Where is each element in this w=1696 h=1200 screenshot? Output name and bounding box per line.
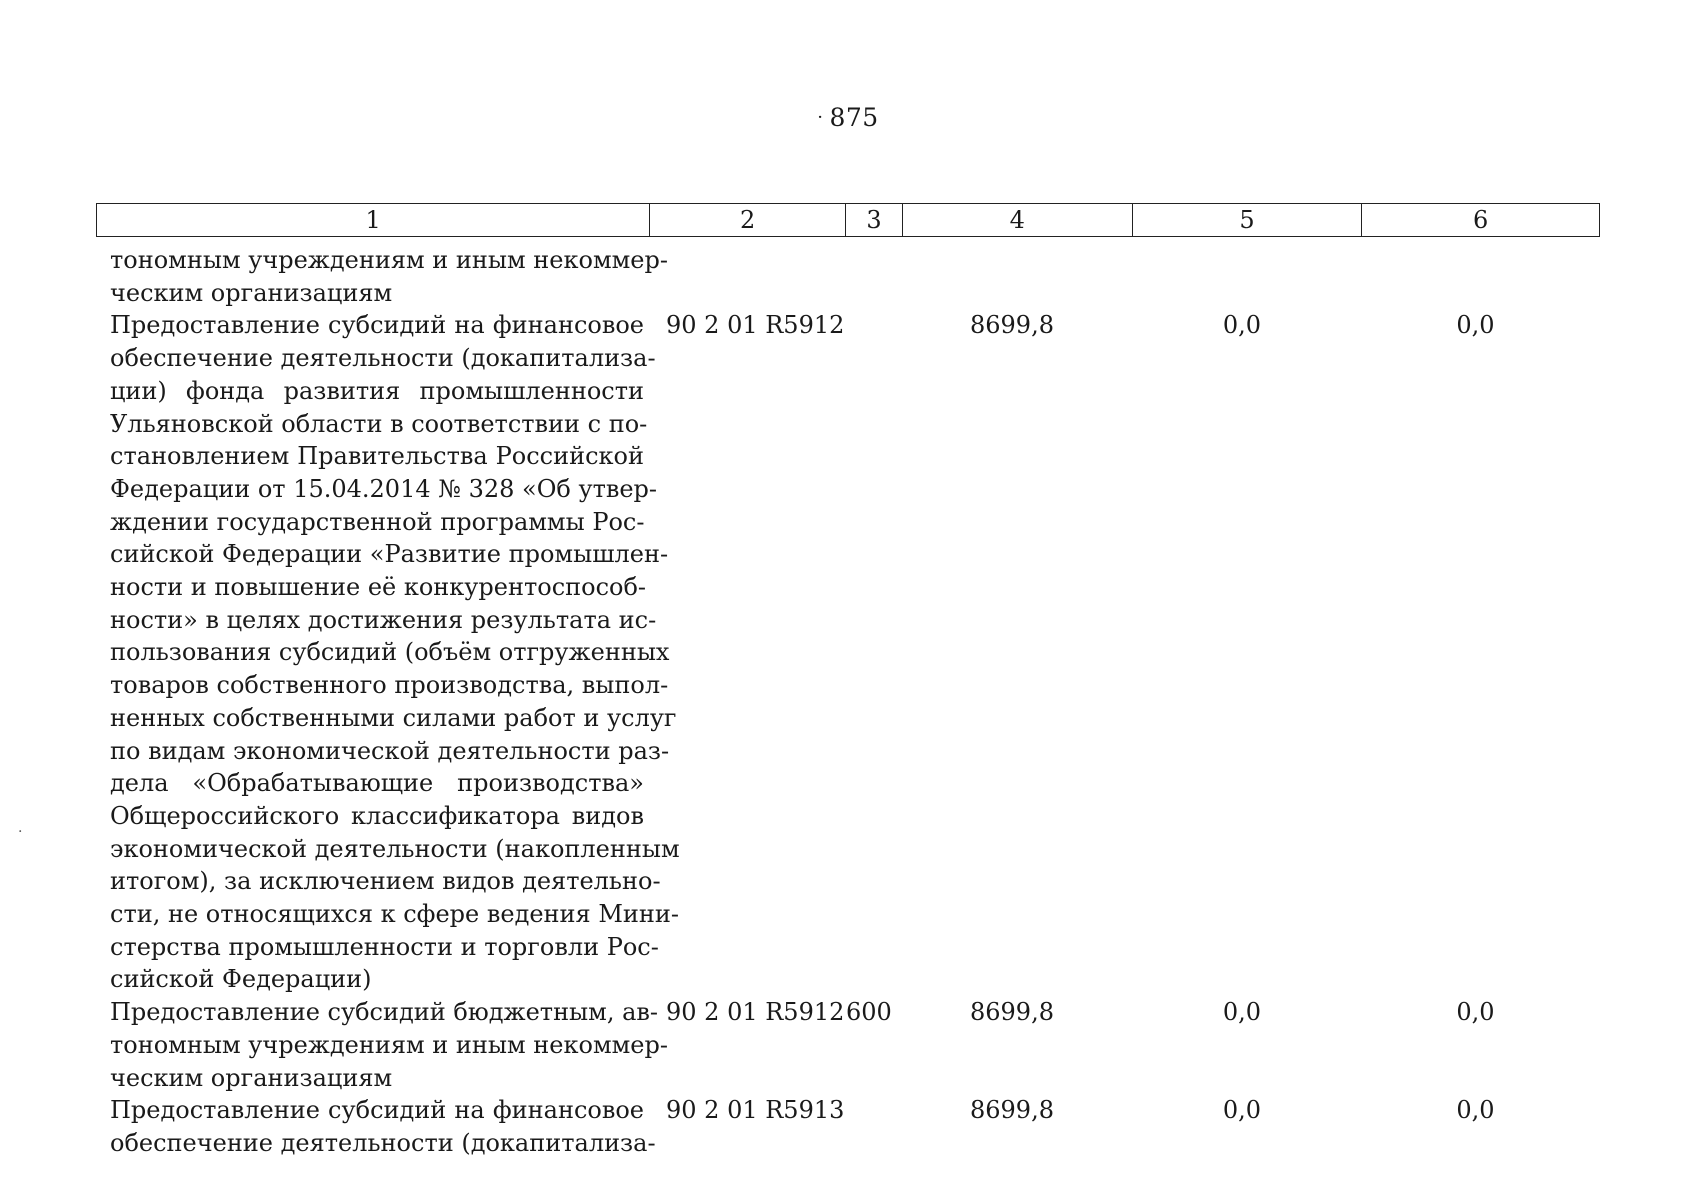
- header-cell-6: 6: [1473, 206, 1489, 234]
- description-line: Ульяновской области в соответствии с по-: [110, 409, 648, 438]
- description-line: итогом), за исключением видов деятельно-: [110, 867, 661, 896]
- row-code: 90 2 01 R5912: [666, 311, 845, 340]
- description-line: пользования субсидий (объём отгруженных: [110, 638, 670, 667]
- table-row: [110, 1094, 1600, 1159]
- row-value-col6: 0,0: [1456, 998, 1495, 1027]
- row-value-col4: 8699,8: [970, 311, 1054, 340]
- description-line: дела «Обрабатывающие производства»: [110, 769, 644, 798]
- description-line: сийской Федерации «Развитие промышлен-: [110, 540, 669, 569]
- header-cell-2: 2: [650, 204, 846, 236]
- row-value-col6: 0,0: [1456, 311, 1495, 340]
- description-line: ческим организациям: [110, 1063, 393, 1092]
- description-line: Федерации от 15.04.2014 № 328 «Об утвер-: [110, 474, 658, 503]
- description-line: сийской Федерации): [110, 965, 372, 994]
- page-number: [0, 103, 1696, 132]
- row-description: [110, 309, 680, 996]
- row-code: 90 2 01 R5912: [666, 998, 845, 1027]
- page-number-value: 875: [829, 103, 879, 132]
- description-line: сти, не относящихся к сфере ведения Мини-: [110, 900, 679, 929]
- description-line: стерства промышленности и торговли Рос-: [110, 932, 659, 961]
- description-line: обеспечение деятельности (докапитализа-: [110, 344, 656, 373]
- description-line: товаров собственного производства, выпол-: [110, 671, 669, 700]
- row-expense-kind: 600: [846, 998, 892, 1027]
- margin-speck: .: [18, 820, 23, 836]
- description-line: ждении государственной программы Рос-: [110, 507, 645, 536]
- page-number-dash: ·: [817, 107, 824, 128]
- description-line: экономической деятельности (накопленным: [110, 834, 680, 863]
- row-code: 90 2 01 R5913: [666, 1096, 845, 1125]
- description-line: по видам экономической деятельности раз-: [110, 736, 670, 765]
- table-row: [110, 996, 1600, 1094]
- description-line: ности и повышение её конкурентоспособ-: [110, 573, 647, 602]
- description-line: тономным учреждениям и иным некоммер-: [110, 246, 668, 274]
- row-description: [110, 996, 668, 1094]
- header-cell-4: 4: [903, 204, 1133, 236]
- row-value-col6: 0,0: [1456, 1096, 1495, 1125]
- table-row: [110, 244, 1600, 309]
- header-cell-5: 5: [1133, 204, 1363, 236]
- table-body: [110, 244, 1600, 1160]
- description-line: ции) фонда развития промышленности: [110, 376, 644, 405]
- row-value-col4: 8699,8: [970, 998, 1054, 1027]
- row-value-col5: 0,0: [1222, 311, 1262, 340]
- description-line: тономным учреждениям и иным некоммер-: [110, 1030, 668, 1059]
- description-line: Предоставление субсидий бюджетным, ав-: [110, 998, 659, 1027]
- description-line: Предоставление субсидий на финансовое: [110, 1096, 644, 1125]
- table-header-row: [96, 203, 1600, 237]
- header-cell-3: 3: [846, 204, 903, 236]
- row-value-col5: 0,0: [1222, 1096, 1262, 1125]
- description-line: Предоставление субсидий на финансовое: [110, 311, 644, 340]
- row-value-col5: 0,0: [1222, 998, 1262, 1027]
- description-line: ности» в целях достижения результата ис-: [110, 605, 657, 634]
- description-line: Общероссийского классификатора видов: [110, 801, 644, 830]
- description-line: становлением Правительства Российской: [110, 442, 644, 471]
- row-description: [110, 244, 668, 309]
- table-row: [110, 309, 1600, 996]
- row-description: [110, 1094, 656, 1159]
- description-line: ненных собственными силами работ и услуг: [110, 703, 677, 732]
- description-line: обеспечение деятельности (докапитализа-: [110, 1128, 656, 1157]
- description-line: ческим организациям: [110, 278, 393, 307]
- row-value-col4: 8699,8: [970, 1096, 1054, 1125]
- header-cell-1: 1: [97, 204, 650, 236]
